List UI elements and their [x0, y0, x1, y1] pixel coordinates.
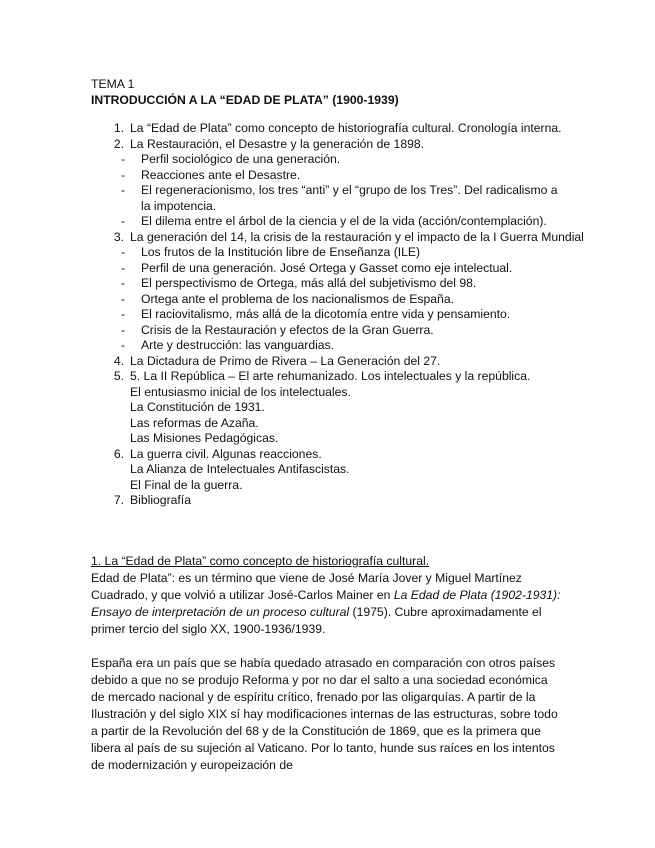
toc-subitem: - Perfil de una generación. José Ortega y Gasset como eje intelectual.: [121, 260, 513, 275]
toc-item-4: 4. La Dictadura de Primo de Rivera – La Generación del 27.: [113, 353, 441, 368]
book-title: La Edad de Plata (1902-1931): Ensayo de interpretación de un proceso cultural: [91, 587, 561, 619]
toc-subitem: - El regeneracionismo, los tres “anti” y el “grupo de los Tres”. Del radicalismo a la impotencia.: [121, 183, 558, 213]
toc-subitem: - El raciovitalismo, más allá de la dicotomía entre vida y pensamiento.: [121, 307, 511, 321]
paragraph-2: España era un país que se había quedado atrasado en comparación con otros países debido a que no se produjo Reforma y por no dar el salto a una sociedad económica de mercado nacional y de espíritu crítico, frenado por las oligarquías. A partir de la Ilustración y del siglo XIX sí hay modificaciones internas de las estructuras, sobre todo a partir de la Revolución del 68 y de la Constitución de 1869, que es la primera que libera al país de su sujeción al Vaticano. Por lo tanto, hunde sus raíces en los intentos de modernización y europeización de: [91, 655, 558, 772]
toc-subitem: - Los frutos de la Institución libre de Enseñanza (ILE): [121, 245, 421, 259]
toc-item-3: 3. La generación del 14, la crisis de la restauración y el impacto de la I Guerra Mundial: [113, 229, 584, 244]
toc-subitem: - El perspectivismo de Ortega, más allá del subjetivismo del 98.: [121, 276, 477, 290]
paragraph-1: Edad de Plata”: es un término que viene de José María Jover y Miguel Martínez Cuadrado, y que volvió a utilizar José-Carlos Mainer en La Edad de Plata (1902-1931): Ensayo de interpretación de un proceso cultural (1975). Cubre aproximadamente el primer tercio del siglo XX, 1900-1936/1939.: [91, 570, 561, 636]
toc-subitem: - Reacciones ante el Desastre.: [121, 167, 301, 182]
document-title: INTRODUCCIÓN A LA “EDAD DE PLATA” (1900-1939): [91, 93, 399, 107]
toc-item-2: 2. La Restauración, el Desastre y la generación de 1898.: [113, 136, 425, 151]
tema-label: TEMA 1: [91, 77, 135, 91]
section-1: [91, 554, 561, 774]
table-of-contents: [91, 121, 584, 509]
toc-plain-line: El entusiasmo inicial de los intelectuales.: [130, 384, 351, 399]
section-heading: 1. La “Edad de Plata” como concepto de historiografía cultural.: [91, 554, 430, 568]
toc-item-6: 6. La guerra civil. Algunas reacciones.: [113, 446, 322, 461]
toc-item-7: 7. Bibliografía: [113, 493, 191, 507]
toc-plain-line: Las reformas de Azaña.: [130, 415, 259, 430]
toc-item-1: 1. La “Edad de Plata” como concepto de historiografía cultural. Cronología interna.: [113, 121, 562, 135]
toc-item-5: 5. 5. La II República – El arte rehumanizado. Los intelectuales y la república.: [113, 369, 531, 383]
toc-subitem: - Arte y destrucción: las vanguardias.: [121, 338, 335, 352]
toc-subitem: - Ortega ante el problema de los nacionalismos de España.: [121, 291, 455, 306]
toc-subitem: - El dilema entre el árbol de la ciencia y el de la vida (acción/contemplación).: [121, 214, 547, 228]
toc-plain-line: El Final de la guerra.: [130, 477, 243, 492]
toc-plain-line: La Alianza de Intelectuales Antifascistas.: [130, 462, 350, 476]
toc-subitem: - Crisis de la Restauración y efectos de la Gran Guerra.: [121, 322, 434, 337]
toc-plain-line: Las Misiones Pedagógicas.: [130, 431, 279, 445]
toc-plain-line: La Constitución de 1931.: [130, 400, 265, 414]
toc-subitem: - Perfil sociológico de una generación.: [121, 152, 341, 166]
